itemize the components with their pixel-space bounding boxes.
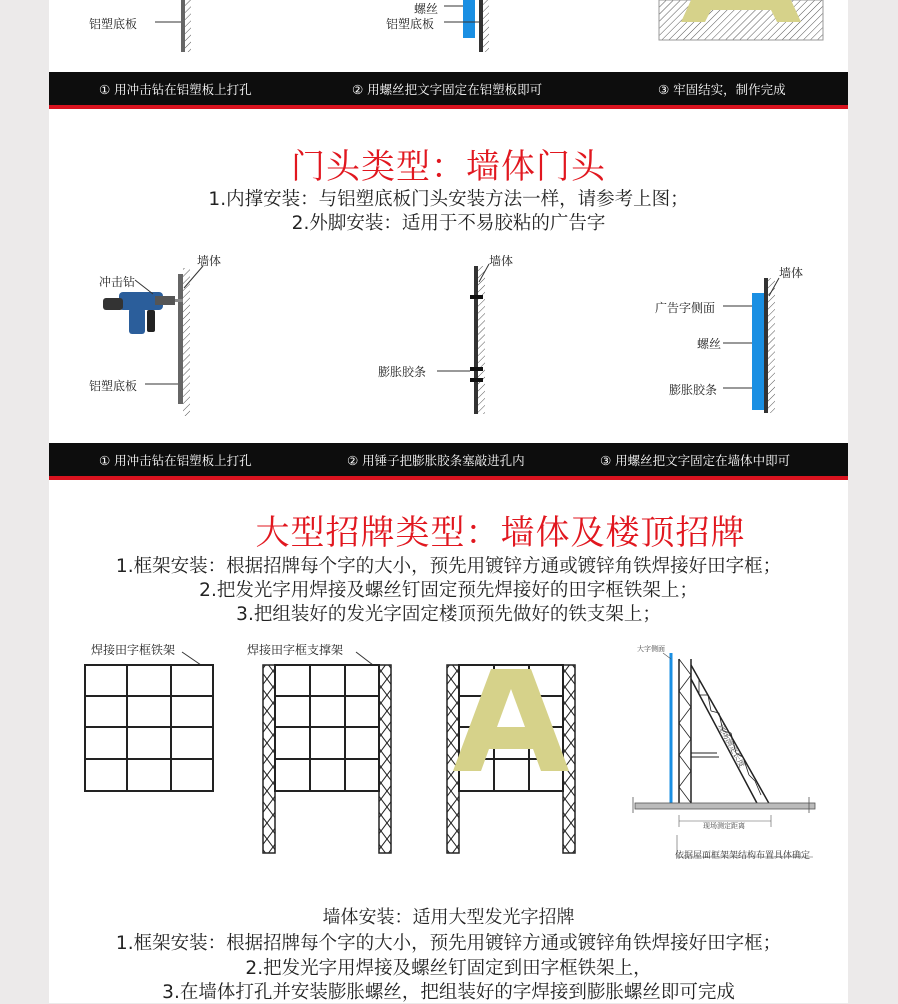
letter-frame-diagram [445, 655, 585, 855]
wall-install-line-3: 3.在墙体打孔并安装膨胀螺丝，把组装好的字焊接到膨胀螺丝即可完成 [162, 982, 735, 1003]
support-frame-diagram [261, 655, 401, 855]
top-board2-label: 铝塑底板 [386, 17, 435, 31]
note-label: 依据屋面框架架结构布置具体确定 [675, 851, 811, 861]
wall-section-title: 门头类型：墙体门头 [291, 147, 606, 187]
strip-label: 膨胀胶条 [378, 365, 427, 379]
step-2: ② 用螺丝把文字固定在铝塑板即可 [352, 82, 543, 97]
side-small-label: 大字侧面 [637, 645, 665, 653]
wall3-label: 墙体 [779, 266, 804, 280]
screw-label: 螺丝 [697, 337, 722, 351]
wall-step-2: ② 用锤子把膨胀胶条塞敲进孔内 [347, 453, 525, 468]
wall2-label: 墙体 [489, 254, 514, 268]
drill-icon [103, 292, 183, 334]
diag-length-label: 现场测定长度 [716, 722, 747, 770]
large-line-1: 1.框架安装：根据招牌每个字的大小，预先用镀锌方通或镀锌角铁焊接好田字框； [115, 556, 782, 577]
step-bar-top [49, 72, 848, 109]
frame-label: 焊接田字框铁架 [91, 643, 176, 657]
wall-install-line-1: 1.框架安装：根据招牌每个字的大小，预先用镀锌方通或镀锌角铁焊接好田字框； [115, 933, 782, 954]
top-diagram-2 [459, 0, 539, 60]
top-diagram-1 [169, 0, 289, 60]
grid-frame-diagram [83, 655, 223, 795]
support-label: 焊接田字框支撑架 [247, 643, 344, 657]
bottom-small-label: 现场测定距离 [703, 822, 745, 830]
side-label: 广告字侧面 [655, 301, 716, 315]
step-bar-wall [49, 443, 848, 480]
step-3: ③ 牢固结实，制作完成 [658, 82, 786, 97]
content-sheet [49, 0, 848, 1003]
strip2-label: 膨胀胶条 [669, 383, 718, 397]
wall1-label: 墙体 [197, 254, 222, 268]
wall-step-1: ① 用冲击钻在铝塑板上打孔 [99, 453, 252, 468]
large-line-3: 3.把组装好的发光字固定楼顶预先做好的铁支架上； [236, 604, 661, 625]
wall-install-heading: 墙体安装：适用大型发光字招牌 [322, 907, 575, 928]
large-line-2: 2.把发光字用焊接及螺丝钉固定预先焊接好的田字框铁架上； [199, 580, 698, 601]
top-diagram-3 [659, 0, 829, 45]
top-board-label: 铝塑底板 [89, 17, 138, 31]
board-label: 铝塑底板 [89, 379, 138, 393]
wall-step-3: ③ 用螺丝把文字固定在墙体中即可 [600, 453, 791, 468]
wall-diagram-strip [449, 250, 529, 420]
step-1: ① 用冲击钻在铝塑板上打孔 [99, 82, 252, 97]
wall-line-2: 2.外脚安装：适用于不易胶粘的广告字 [291, 213, 606, 234]
wall-install-line-2: 2.把发光字用焊接及螺丝钉固定到田字框铁架上， [245, 958, 652, 979]
wall-diagram-panel [739, 260, 839, 430]
top-screw-label: 螺丝 [414, 2, 439, 16]
large-section-title: 大型招牌类型：墙体及楼顶招牌 [255, 513, 746, 553]
drill-label: 冲击钻 [99, 275, 136, 289]
wall-line-1: 1.内撑安装：与铝塑底板门头安装方法一样，请参考上图； [208, 189, 689, 210]
